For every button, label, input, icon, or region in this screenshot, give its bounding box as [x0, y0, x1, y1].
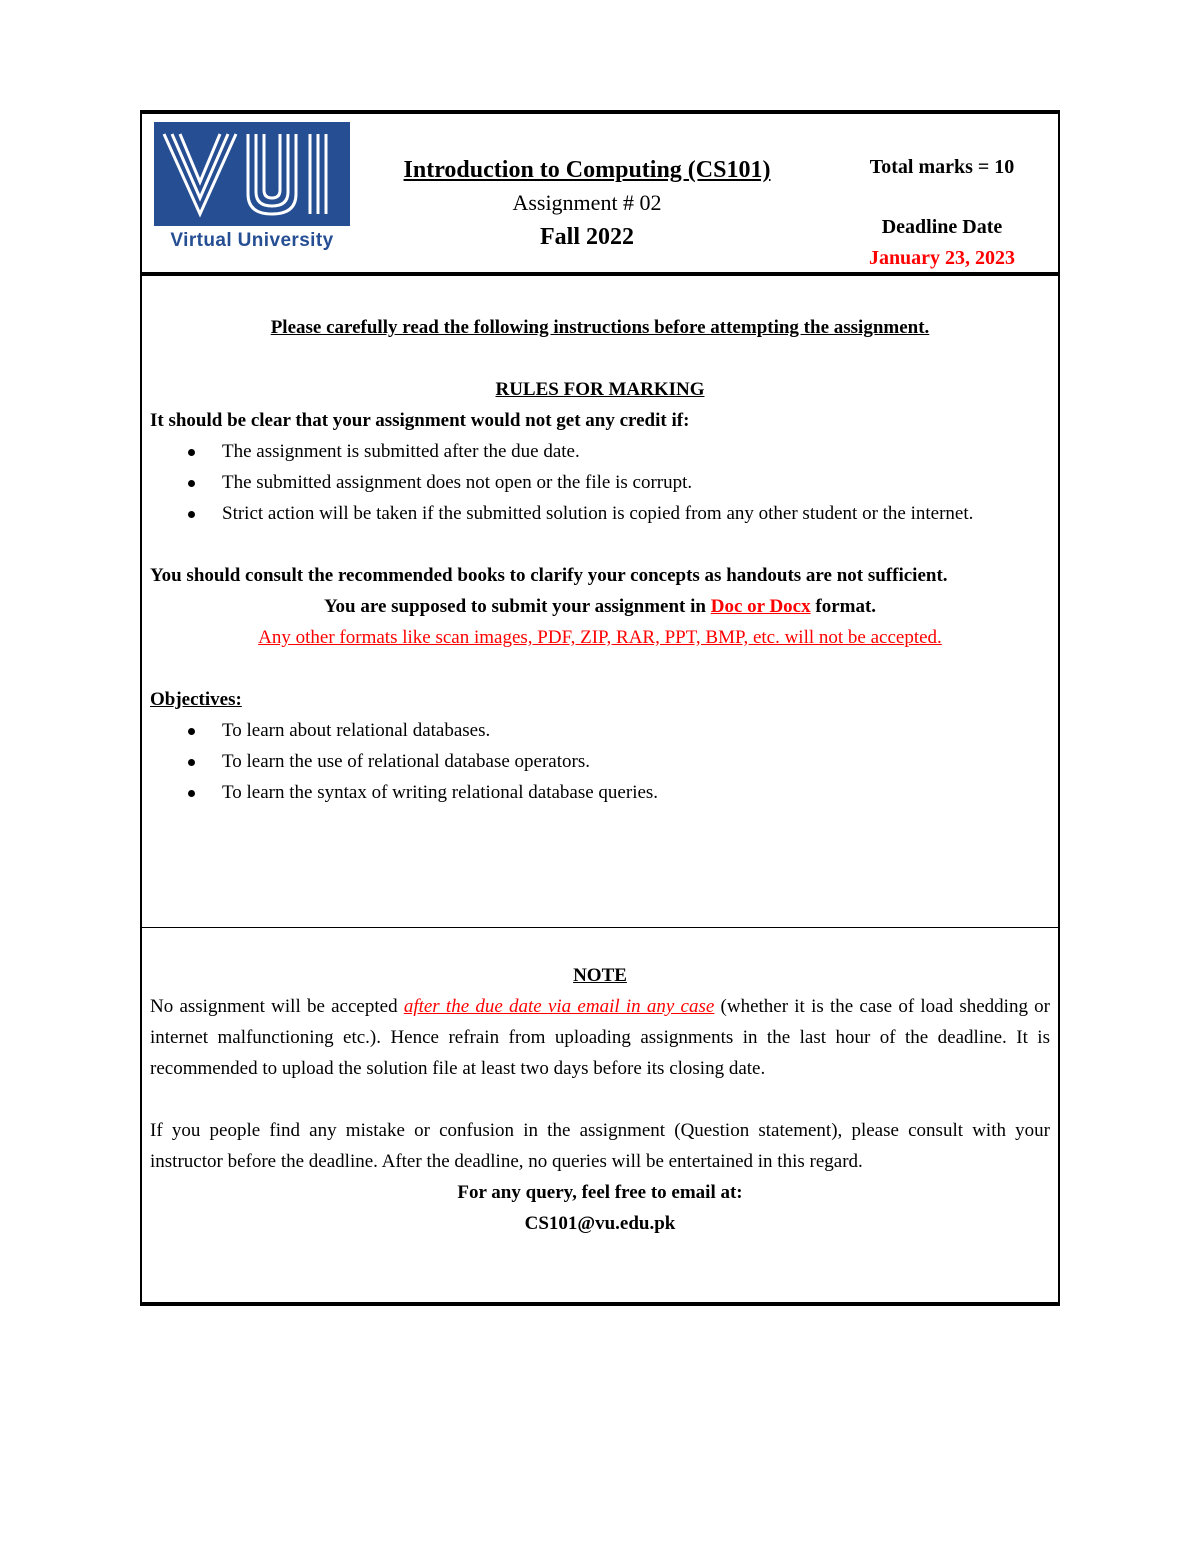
objectives-title: Objectives: — [150, 689, 242, 710]
assignment-sheet — [140, 110, 1060, 1306]
list-item: Strict action will be taken if the submitted solution is copied from any other student or the internet. — [150, 498, 1050, 529]
course-title: Introduction to Computing (CS101) — [403, 157, 771, 183]
rules-title: RULES FOR MARKING — [495, 379, 705, 400]
total-marks: Total marks = 10 — [869, 156, 1015, 178]
section-divider — [142, 927, 1058, 928]
deadline-label: Deadline Date — [881, 216, 1003, 238]
vu-logo-mark-icon — [154, 122, 350, 226]
list-item: The submitted assignment does not open or the file is corrupt. — [150, 467, 1050, 498]
format-pre: You are supposed to submit your assignment in — [323, 596, 711, 617]
list-item: To learn about relational databases. — [150, 715, 1050, 746]
format-requirement — [150, 591, 1050, 622]
list-item: To learn the use of relational database operators. — [150, 746, 1050, 777]
assignment-number: Assignment # 02 — [512, 190, 662, 215]
logo-text: Virtual University — [170, 230, 334, 251]
instructions-section — [150, 312, 1050, 808]
course-info — [352, 154, 822, 254]
marks-info — [832, 152, 1052, 274]
consult-note: You should consult the recommended books to clarify your concepts as handouts are not sufficient. — [150, 565, 948, 586]
semester: Fall 2022 — [540, 224, 634, 250]
note-paragraph-2: If you people find any mistake or confusion in the assignment (Question statement), please consult with your instructor before the deadline. After the deadline, no queries will be entertained in this regard. — [150, 1120, 1050, 1172]
objectives-list — [150, 715, 1050, 808]
note-title: NOTE — [573, 965, 627, 986]
contact-label: For any query, feel free to email at: — [457, 1182, 743, 1203]
format-post: format. — [810, 596, 877, 617]
format-warning: Any other formats like scan images, PDF, ZIP, RAR, PPT, BMP, etc. will not be accepted. — [258, 627, 942, 648]
header-section — [142, 114, 1058, 276]
note-p1-pre: No assignment will be accepted — [150, 996, 404, 1017]
note-paragraph-1 — [150, 991, 1050, 1084]
list-item: The assignment is submitted after the due date. — [150, 436, 1050, 467]
deadline-date: January 23, 2023 — [868, 247, 1016, 269]
note-section — [150, 960, 1050, 1239]
vu-logo — [154, 122, 350, 264]
note-p1-emphasis: after the due date via email in any case — [403, 996, 715, 1017]
list-item: To learn the syntax of writing relational database queries. — [150, 777, 1050, 808]
rules-intro: It should be clear that your assignment would not get any credit if: — [150, 410, 690, 431]
rules-list — [150, 436, 1050, 529]
note-p1-post: (whether it is the case of load shedding or internet malfunctioning etc.). Hence refrain from uploading assignments in the last hour of the deadline. It is recommended to upload the solution file at least two days before its closing date. — [150, 996, 1050, 1079]
instructions-heading: Please carefully read the following instructions before attempting the assignment. — [270, 317, 930, 338]
format-link: Doc or Docx — [710, 596, 811, 617]
contact-email[interactable]: CS101@vu.edu.pk — [524, 1213, 676, 1234]
